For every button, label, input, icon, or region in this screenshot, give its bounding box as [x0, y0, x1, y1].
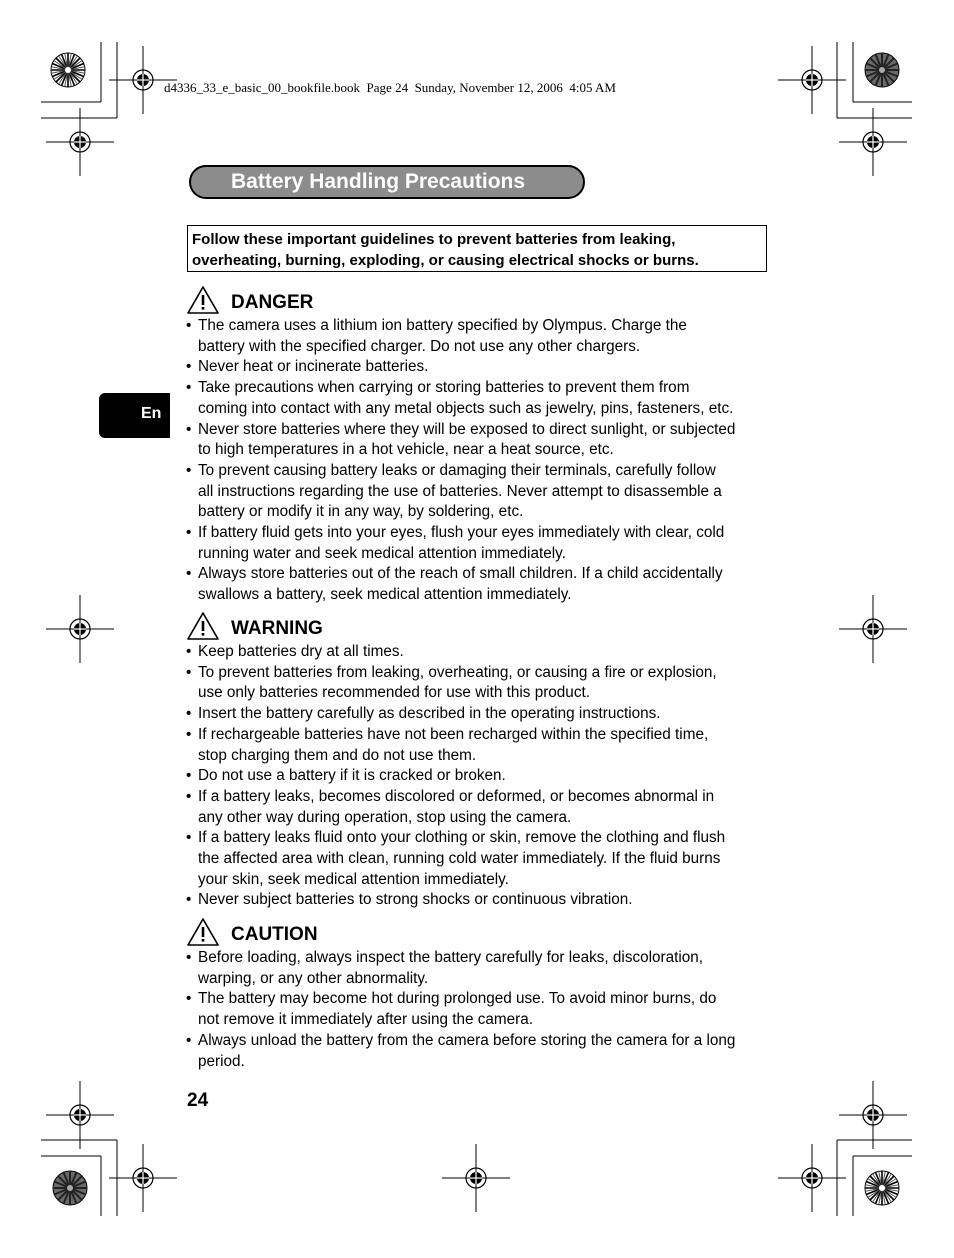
list-item-line: battery or modify it in any way, by soldering, etc.	[198, 503, 524, 521]
list-item-line: your skin, seek medical attention immediately.	[198, 870, 509, 888]
warning-list	[187, 642, 772, 911]
list-item-line: • Always store batteries out of the reach of small children. If a child accidentally	[198, 565, 723, 583]
list-item-line: • Before loading, always inspect the battery carefully for leaks, discoloration,	[198, 949, 704, 966]
color-wheel-icon	[865, 53, 899, 87]
list-item	[187, 725, 772, 766]
list-item	[187, 461, 772, 523]
list-item-line: the affected area with clean, running cold water immediately. If the fluid burns	[198, 850, 721, 868]
list-item	[187, 316, 772, 357]
registration-target-icon	[442, 1144, 510, 1212]
list-item	[187, 357, 772, 378]
notice-box	[187, 225, 767, 272]
list-item	[187, 704, 772, 725]
list-item-line: battery with the specified charger. Do not use any other chargers.	[198, 337, 641, 355]
list-item-line: use only batteries recommended for use with this product.	[198, 684, 590, 702]
danger-list	[187, 316, 772, 606]
list-item-line: • The camera uses a lithium ion battery specified by Olympus. Charge the	[198, 317, 687, 334]
page-number: 24	[187, 1090, 209, 1111]
list-item-line: any other way during operation, stop using the camera.	[198, 808, 572, 826]
list-item-line: all instructions regarding the use of batteries. Never attempt to disassemble a	[198, 482, 722, 500]
registration-target-icon	[46, 595, 114, 663]
caution-heading-text: CAUTION	[231, 924, 318, 945]
warning-triangle-icon	[187, 918, 219, 946]
warning-heading-text: WARNING	[231, 618, 323, 639]
list-item-line: coming into contact with any metal objects such as jewelry, pins, fasteners, etc.	[198, 399, 734, 417]
list-item	[187, 564, 772, 605]
list-item-line: not remove it immediately after using the camera.	[198, 1011, 533, 1029]
list-item	[187, 948, 772, 989]
warning-triangle-icon	[187, 612, 219, 640]
list-item-line: • To prevent batteries from leaking, overheating, or causing a fire or explosion,	[198, 663, 717, 681]
list-item-line: • Never subject batteries to strong shocks or continuous vibration.	[198, 891, 633, 909]
list-item-line: warping, or any other abnormality.	[198, 969, 429, 987]
list-item-line: • Always unload the battery from the camera before storing the camera for a long	[198, 1031, 736, 1049]
list-item-line: • Never store batteries where they will be exposed to direct sunlight, or subjected	[198, 420, 736, 438]
registration-target-icon	[109, 1144, 177, 1212]
list-item	[187, 642, 772, 663]
color-wheel-icon	[865, 1171, 899, 1205]
registration-target-icon	[839, 595, 907, 663]
list-item-line: • If rechargeable batteries have not been recharged within the specified time,	[198, 725, 709, 743]
list-item-line: • To prevent causing battery leaks or damaging their terminals, carefully follow	[198, 461, 716, 479]
list-item-line: • Never heat or incinerate batteries.	[198, 358, 429, 376]
list-item	[187, 523, 772, 564]
list-item-line: • If battery fluid gets into your eyes, flush your eyes immediately with clear, cold	[198, 524, 725, 542]
list-item	[187, 828, 772, 890]
list-item-line: swallows a battery, seek medical attention immediately.	[198, 586, 572, 604]
language-tab-label: En	[141, 405, 162, 422]
print-slug-line: d4336_33_e_basic_00_bookfile.book Page 24 Sunday, November 12, 2006 4:05 AM	[164, 80, 616, 95]
language-tab	[99, 393, 170, 438]
list-item	[187, 989, 772, 1030]
list-item	[187, 890, 772, 911]
list-item-line: period.	[198, 1052, 245, 1070]
registration-target-icon	[778, 1144, 846, 1212]
danger-heading-text: DANGER	[231, 292, 314, 313]
page-title: Battery Handling Precautions	[231, 170, 526, 193]
list-item-line: running water and seek medical attention immediately.	[198, 544, 566, 562]
list-item-line: to high temperatures in a hot vehicle, near a heat source, etc.	[198, 441, 614, 459]
list-item	[187, 766, 772, 787]
section-title-banner	[189, 165, 585, 199]
list-item	[187, 663, 772, 704]
list-item	[187, 1031, 772, 1072]
list-item-line: stop charging them and do not use them.	[198, 746, 477, 764]
list-item-line: • Do not use a battery if it is cracked or broken.	[198, 767, 506, 785]
list-item-line: • If a battery leaks fluid onto your clothing or skin, remove the clothing and flush	[198, 829, 726, 847]
list-item-line: • Insert the battery carefully as described in the operating instructions.	[198, 705, 661, 723]
list-item-line: • The battery may become hot during prolonged use. To avoid minor burns, do	[198, 990, 717, 1008]
list-item	[187, 787, 772, 828]
registration-target-icon	[46, 1081, 114, 1149]
color-wheel-icon	[53, 1171, 87, 1205]
list-item-line: • Take precautions when carrying or storing batteries to prevent them from	[198, 379, 690, 397]
warning-triangle-icon	[187, 286, 219, 314]
notice-line: overheating, burning, exploding, or causing electrical shocks or burns.	[192, 252, 699, 269]
color-wheel-icon	[51, 53, 85, 87]
list-item-line: • If a battery leaks, becomes discolored or deformed, or becomes abnormal in	[198, 787, 715, 805]
notice-line: Follow these important guidelines to prevent batteries from leaking,	[192, 231, 676, 248]
registration-target-icon	[778, 46, 846, 114]
list-item	[187, 378, 772, 419]
caution-list	[187, 948, 772, 1072]
list-item	[187, 420, 772, 461]
registration-target-icon	[839, 1081, 907, 1149]
list-item-line: • Keep batteries dry at all times.	[198, 643, 404, 660]
